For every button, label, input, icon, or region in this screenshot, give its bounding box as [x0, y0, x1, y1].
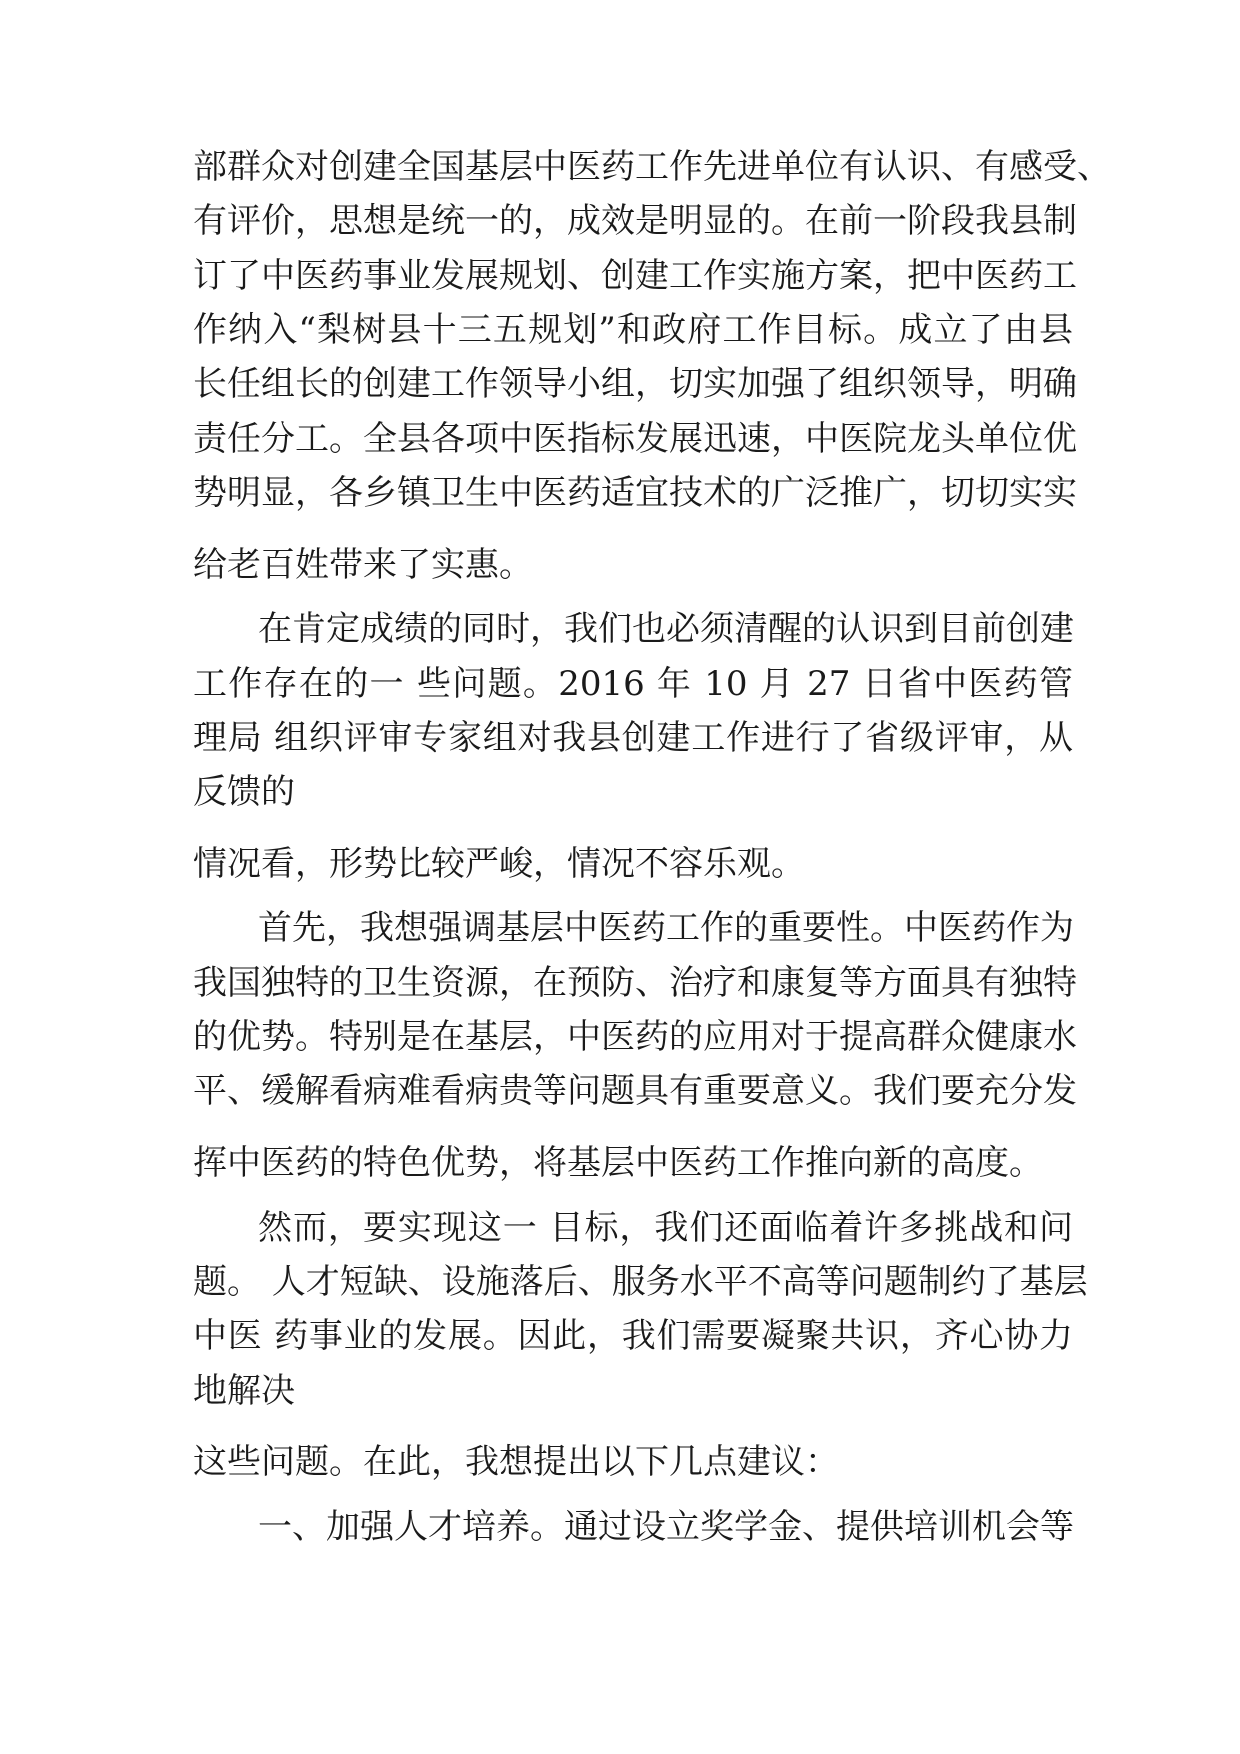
text-line: 订了中医药事业发展规划、创建工作实施方案，把中医药工 [193, 256, 1077, 296]
text-line: 中医 药事业的发展。因此，我们需要凝聚共识，齐心协力 [193, 1316, 1073, 1356]
paragraph-first-line: 一、加强人才培养。通过设立奖学金、提供培训机会等 [258, 1507, 1074, 1547]
text-line: 作纳入“梨树县十三五规划”和政府工作目标。成立了由县 [193, 310, 1073, 350]
text-line: 这些问题。在此，我想提出以下几点建议： [193, 1442, 839, 1482]
text-line: 挥中医药的特色优势，将基层中医药工作推向新的高度。 [193, 1143, 1043, 1183]
paragraph-first-line: 首先，我想强调基层中医药工作的重要性。中医药作为 [258, 908, 1074, 948]
text-line: 有评价，思想是统一的，成效是明显的。在前一阶段我县制 [193, 201, 1077, 241]
text-line: 工作存在的一 些问题。2016 年 10 月 27 日省中医药管 [193, 664, 1073, 704]
text-line: 题。 人才短缺、设施落后、服务水平不高等问题制约了基层 [193, 1262, 1088, 1302]
text-line: 给老百姓带来了实惠。 [193, 545, 533, 585]
text-line: 平、缓解看病难看病贵等问题具有重要意义。我们要充分发 [193, 1071, 1077, 1111]
text-line: 长任组长的创建工作领导小组，切实加强了组织领导，明确 [193, 364, 1077, 404]
paragraph-first-line: 在肯定成绩的同时，我们也必须清醒的认识到目前创建 [258, 609, 1074, 649]
text-line: 势明显，各乡镇卫生中医药适宜技术的广泛推广，切切实实 [193, 473, 1077, 513]
text-line: 我国独特的卫生资源，在预防、治疗和康复等方面具有独特 [193, 963, 1077, 1003]
text-line: 情况看，形势比较严峻，情况不容乐观。 [193, 844, 805, 884]
text-line: 部群众对创建全国基层中医药工作先进单位有认识、有感受、 [193, 147, 1111, 187]
text-line: 理局 组织评审专家组对我县创建工作进行了省级评审，从 [193, 718, 1073, 758]
text-line: 地解决 [193, 1371, 295, 1411]
paragraph-first-line: 然而，要实现这一 目标，我们还面临着许多挑战和问 [258, 1208, 1073, 1248]
text-line: 的优势。特别是在基层，中医药的应用对于提高群众健康水 [193, 1017, 1077, 1057]
text-line: 责任分工。全县各项中医指标发展迅速，中医院龙头单位优 [193, 419, 1077, 459]
text-line: 反馈的 [193, 772, 295, 812]
